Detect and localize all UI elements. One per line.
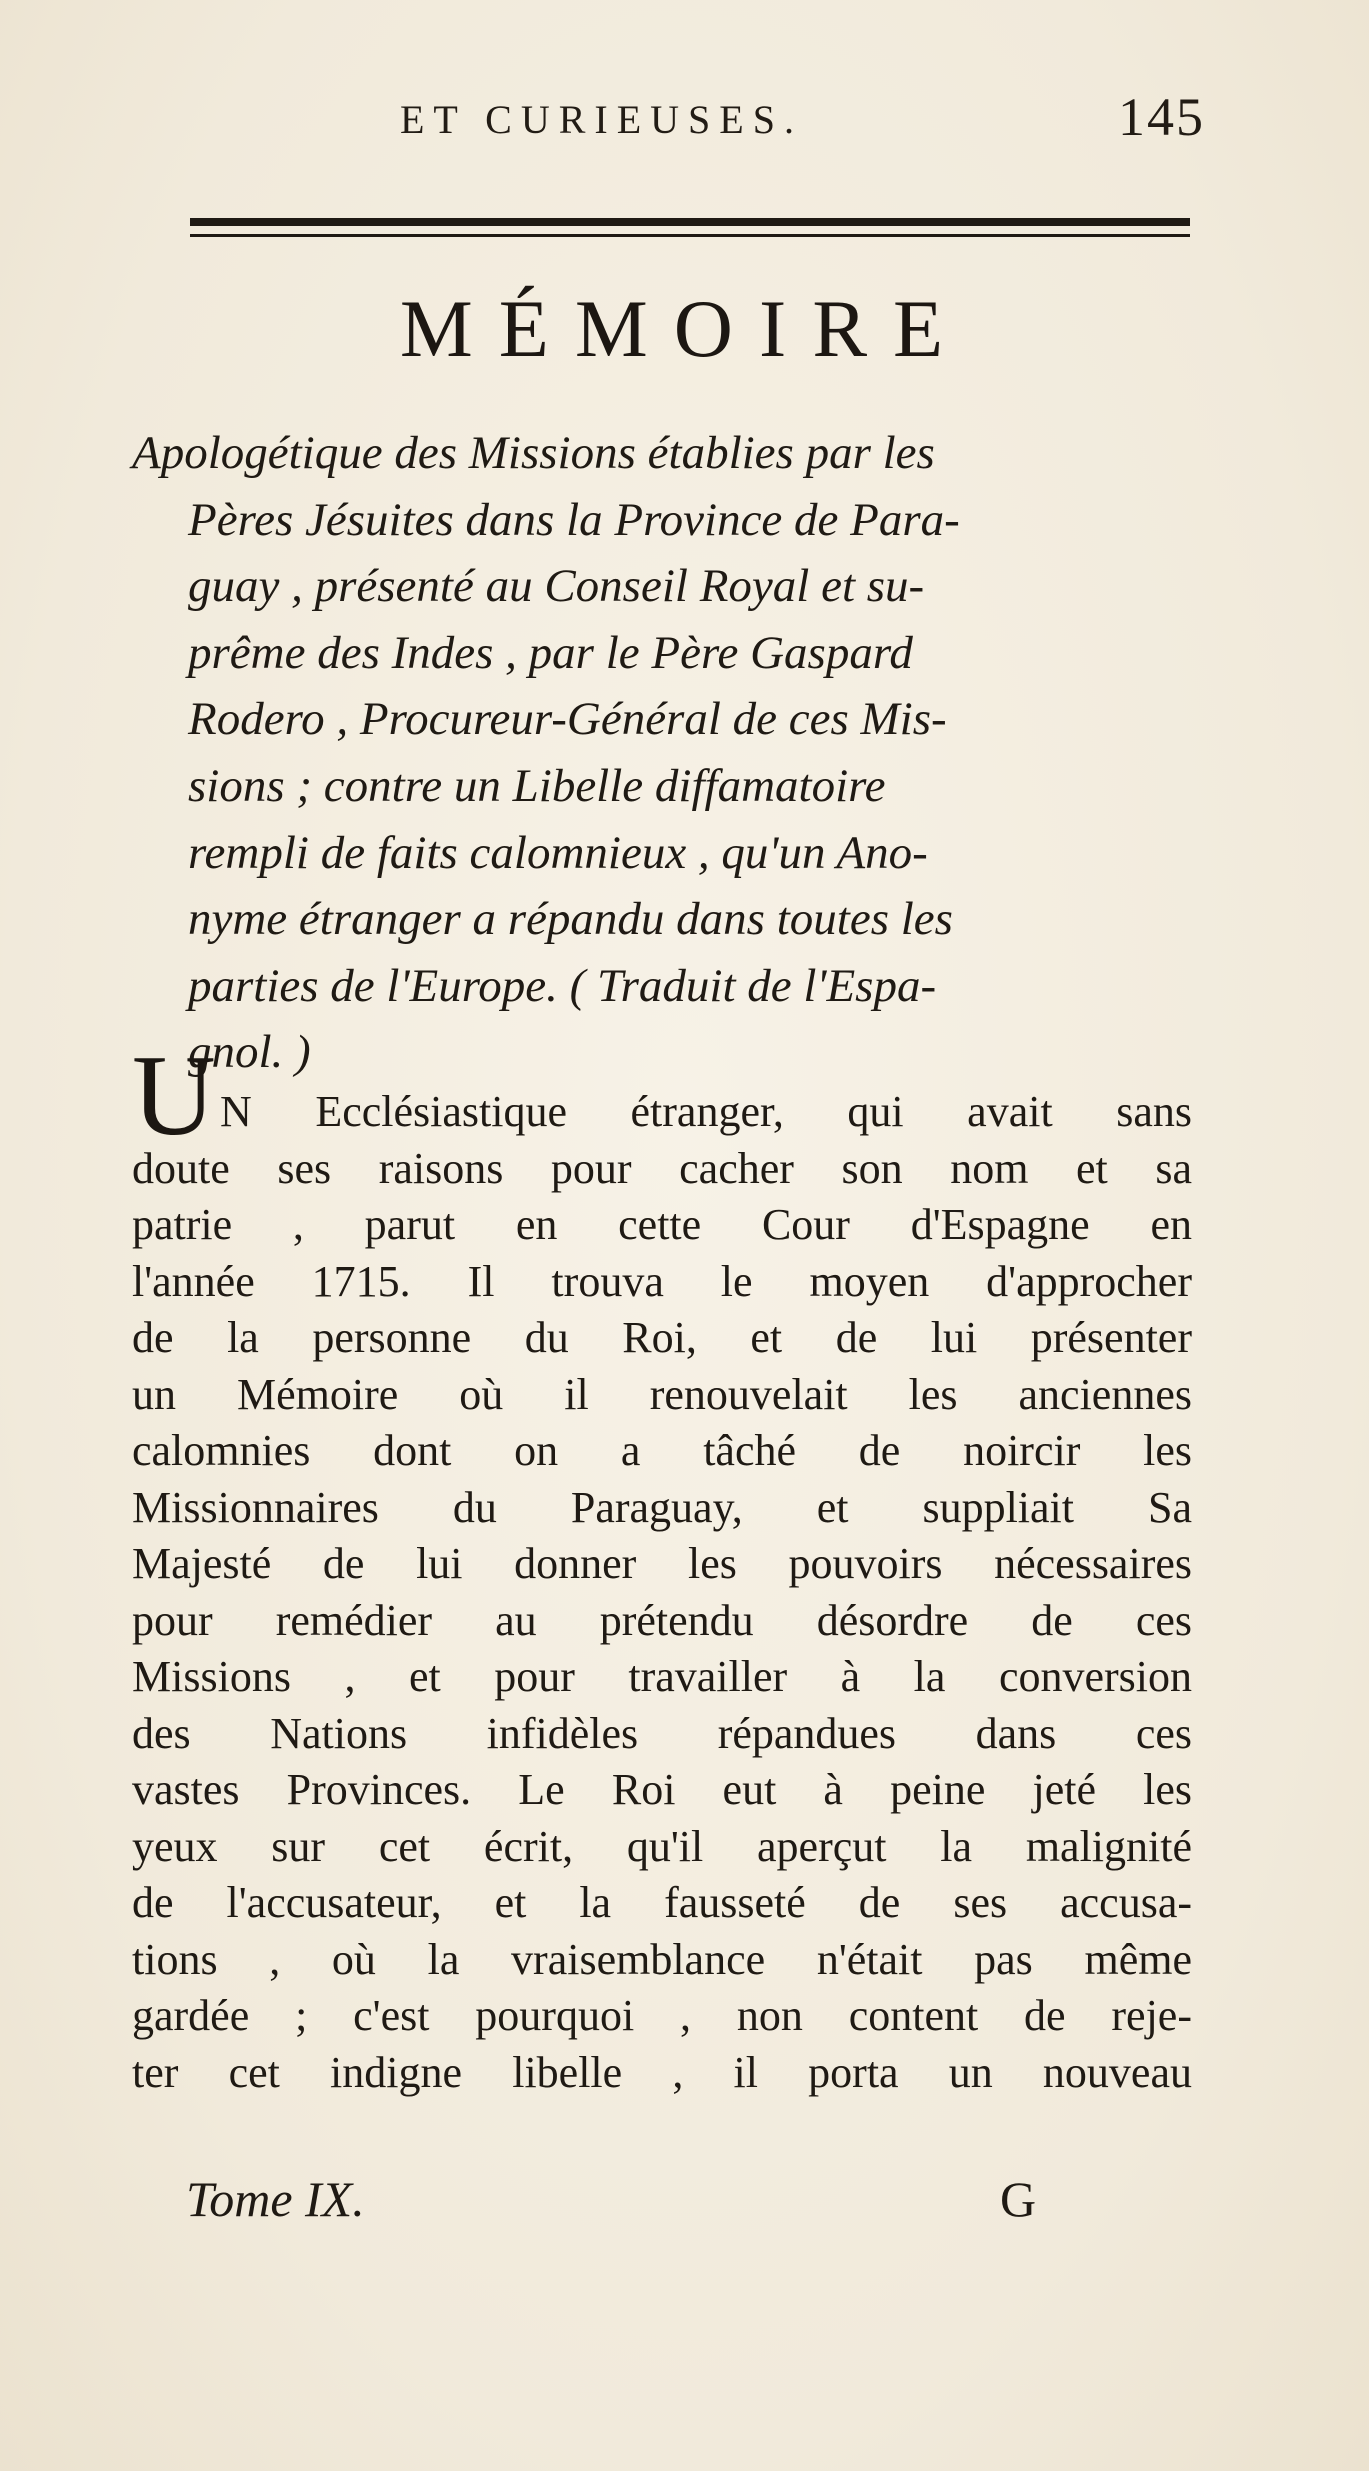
body-line: pour remédier au prétendu désordre de ces xyxy=(132,1595,1192,1645)
subtitle-line: Apologétique des Missions établies par les xyxy=(132,427,935,479)
header-rule-thin xyxy=(190,234,1190,237)
drop-cap: U xyxy=(132,1032,216,1160)
body-line: ter cet indigne libelle , il porta un nouveau xyxy=(132,2047,1192,2097)
body-line: un Mémoire où il renouvelait les anciennes xyxy=(132,1369,1192,1419)
body-line: Missionnaires du Paraguay, et suppliait Sa xyxy=(132,1482,1192,1532)
body-line: Missions , et pour travailler à la conversion xyxy=(132,1652,1192,1701)
subtitle-line: nyme étranger a répandu dans toutes les xyxy=(188,893,953,946)
subtitle-line: Rodero , Procureur-Général de ces Mis- xyxy=(188,693,947,746)
subtitle-block xyxy=(132,420,1192,1086)
body-line: gardée ; c'est pourquoi , non content de reje- xyxy=(132,1991,1192,2040)
page-title: MÉMOIRE xyxy=(399,283,970,374)
body-paragraph xyxy=(132,1084,1192,2101)
subtitle-line: prême des Indes , par le Père Gaspard xyxy=(188,626,913,679)
body-line: Majesté de lui donner les pouvoirs nécessaires xyxy=(132,1539,1192,1588)
body-line: de l'accusateur, et la fausseté de ses accusa- xyxy=(132,1878,1192,1927)
body-line: l'année 1715. Il trouva le moyen d'approcher xyxy=(132,1256,1192,1306)
body-line: patrie , parut en cette Cour d'Espagne en xyxy=(132,1200,1192,1249)
subtitle-line: rempli de faits calomnieux , qu'un Ano- xyxy=(188,826,928,879)
subtitle-line: sions ; contre un Libelle diffamatoire xyxy=(188,759,886,812)
subtitle-line: gnol. ) xyxy=(188,1026,311,1079)
body-line: yeux sur cet écrit, qu'il aperçut la malignité xyxy=(132,1821,1192,1871)
body-line: de la personne du Roi, et de lui présenter xyxy=(132,1313,1192,1362)
signature-mark: G xyxy=(1000,2171,1037,2227)
subtitle-line: parties de l'Europe. ( Traduit de l'Espa- xyxy=(188,959,937,1012)
volume-footer: Tome IX. xyxy=(186,2171,365,2227)
page-number: 145 xyxy=(1118,87,1205,147)
body-line: calomnies dont on a tâché de noircir les xyxy=(132,1426,1192,1475)
subtitle-line: Pères Jésuites dans la Province de Para- xyxy=(188,493,960,546)
body-line: vastes Provinces. Le Roi eut à peine jeté les xyxy=(132,1765,1192,1814)
running-head: ET CURIEUSES. xyxy=(400,97,803,142)
subtitle-line: guay , présenté au Conseil Royal et su- xyxy=(188,560,925,613)
body-line: N Ecclésiastique étranger, qui avait sans xyxy=(220,1087,1192,1136)
body-line: tions , où la vraisemblance n'était pas même xyxy=(132,1934,1192,1984)
header-rule-thick xyxy=(190,218,1190,226)
body-line: doute ses raisons pour cacher son nom et sa xyxy=(132,1143,1192,1193)
body-line: des Nations infidèles répandues dans ces xyxy=(132,1708,1192,1758)
